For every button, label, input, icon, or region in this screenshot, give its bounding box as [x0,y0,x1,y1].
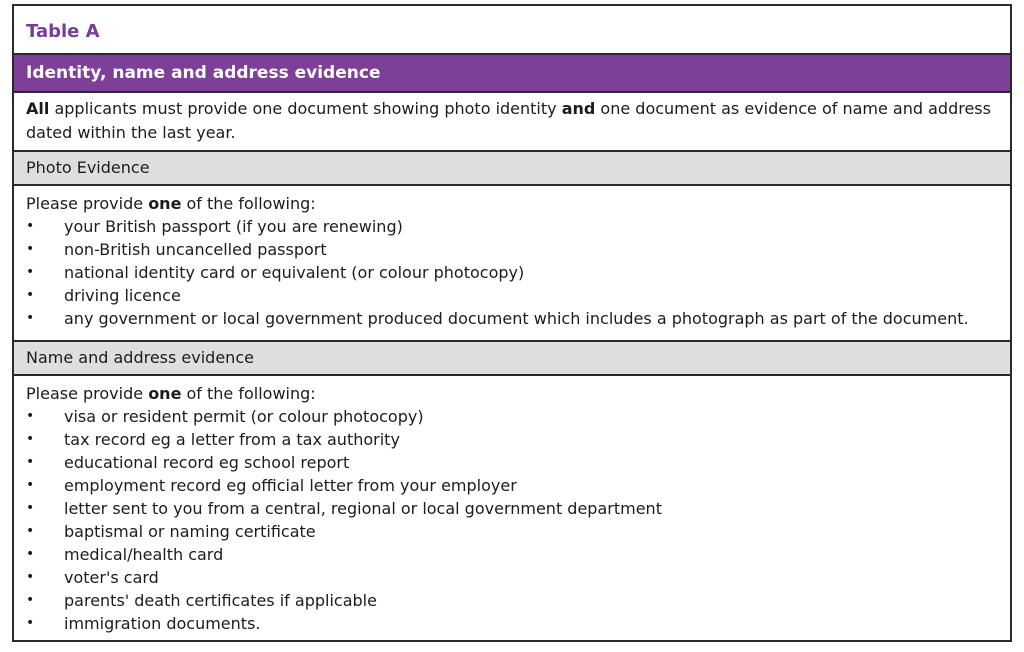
list-item: • educational record eg school report [26,451,998,474]
list-item: • non-British uncancelled passport [26,238,998,261]
prompt-text: Please provide [26,384,149,403]
address-evidence-header: Name and address evidence [14,340,1010,376]
prompt-text: Please provide [26,194,149,213]
photo-list [26,215,998,330]
list-item: • medical/health card [26,543,998,566]
list-item: • voter's card [26,566,998,589]
photo-prompt [26,192,998,215]
prompt-bold: one [148,194,182,213]
address-list [26,405,998,635]
list-item: • any government or local government produced document which includes a photograph as part of the document. [26,307,998,330]
list-item: • employment record eg official letter from your employer [26,474,998,497]
address-evidence-section [14,376,1010,640]
list-item: • immigration documents. [26,612,998,635]
list-item: • baptismal or naming certificate [26,520,998,543]
list-item: • parents' death certificates if applicable [26,589,998,612]
list-item: • visa or resident permit (or colour photocopy) [26,405,998,428]
photo-evidence-section [14,186,1010,340]
list-item: • driving licence [26,284,998,307]
intro-part1: applicants must provide one document showing photo identity [49,99,562,118]
intro-bold-all: All [26,99,50,118]
list-item: • national identity card or equivalent (or colour photocopy) [26,261,998,284]
prompt-text: of the following: [181,194,316,213]
list-item: • letter sent to you from a central, regional or local government department [26,497,998,520]
list-item: • tax record eg a letter from a tax authority [26,428,998,451]
table-heading: Identity, name and address evidence [14,53,1010,91]
address-prompt [26,382,998,405]
list-item: • your British passport (if you are renewing) [26,215,998,238]
intro-part2: one document as evidence of name and address dated within the last year. [26,99,991,142]
intro-text [14,91,1010,150]
photo-evidence-header: Photo Evidence [14,150,1010,186]
prompt-bold: one [148,384,182,403]
intro-bold-and: and [561,99,596,118]
evidence-table [12,4,1012,642]
table-title: Table A [26,21,100,42]
prompt-text: of the following: [181,384,316,403]
